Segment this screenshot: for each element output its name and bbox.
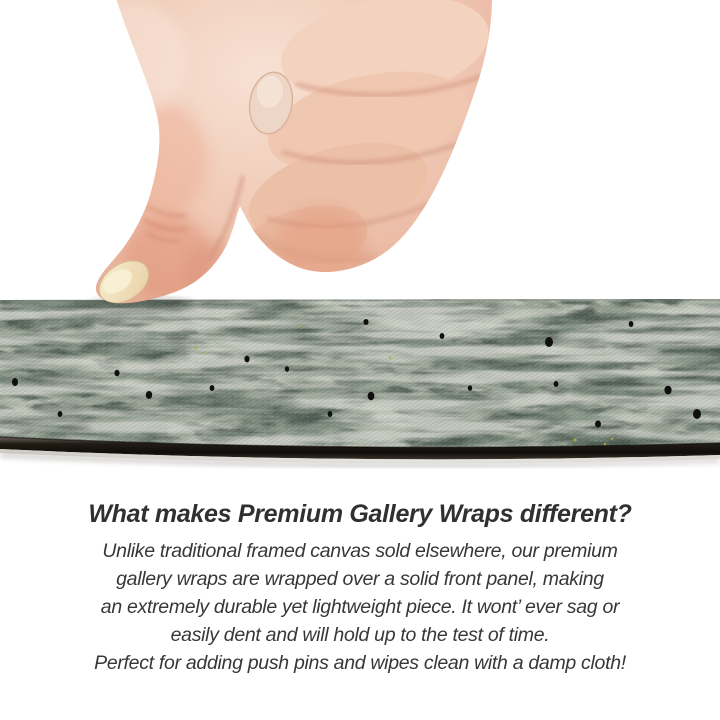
caption-line: an extremely durable yet lightweight piece. It wont’ ever sag or: [100, 596, 620, 618]
caption-line: Unlike traditional framed canvas sold elsewhere, our premium: [102, 540, 618, 562]
caption-block: [0, 500, 720, 677]
caption-line: Perfect for adding push pins and wipes clean with a damp cloth!: [94, 652, 626, 674]
caption-line: easily dent and will hold up to the test of time.: [170, 624, 550, 646]
caption-line: gallery wraps are wrapped over a solid front panel, making: [116, 568, 604, 590]
canvas-wrap-edge-photo: [0, 296, 720, 476]
canvas-texture: [0, 296, 720, 467]
caption-heading: What makes Premium Gallery Wraps different?: [88, 500, 632, 528]
hand-photo: [0, 0, 720, 312]
